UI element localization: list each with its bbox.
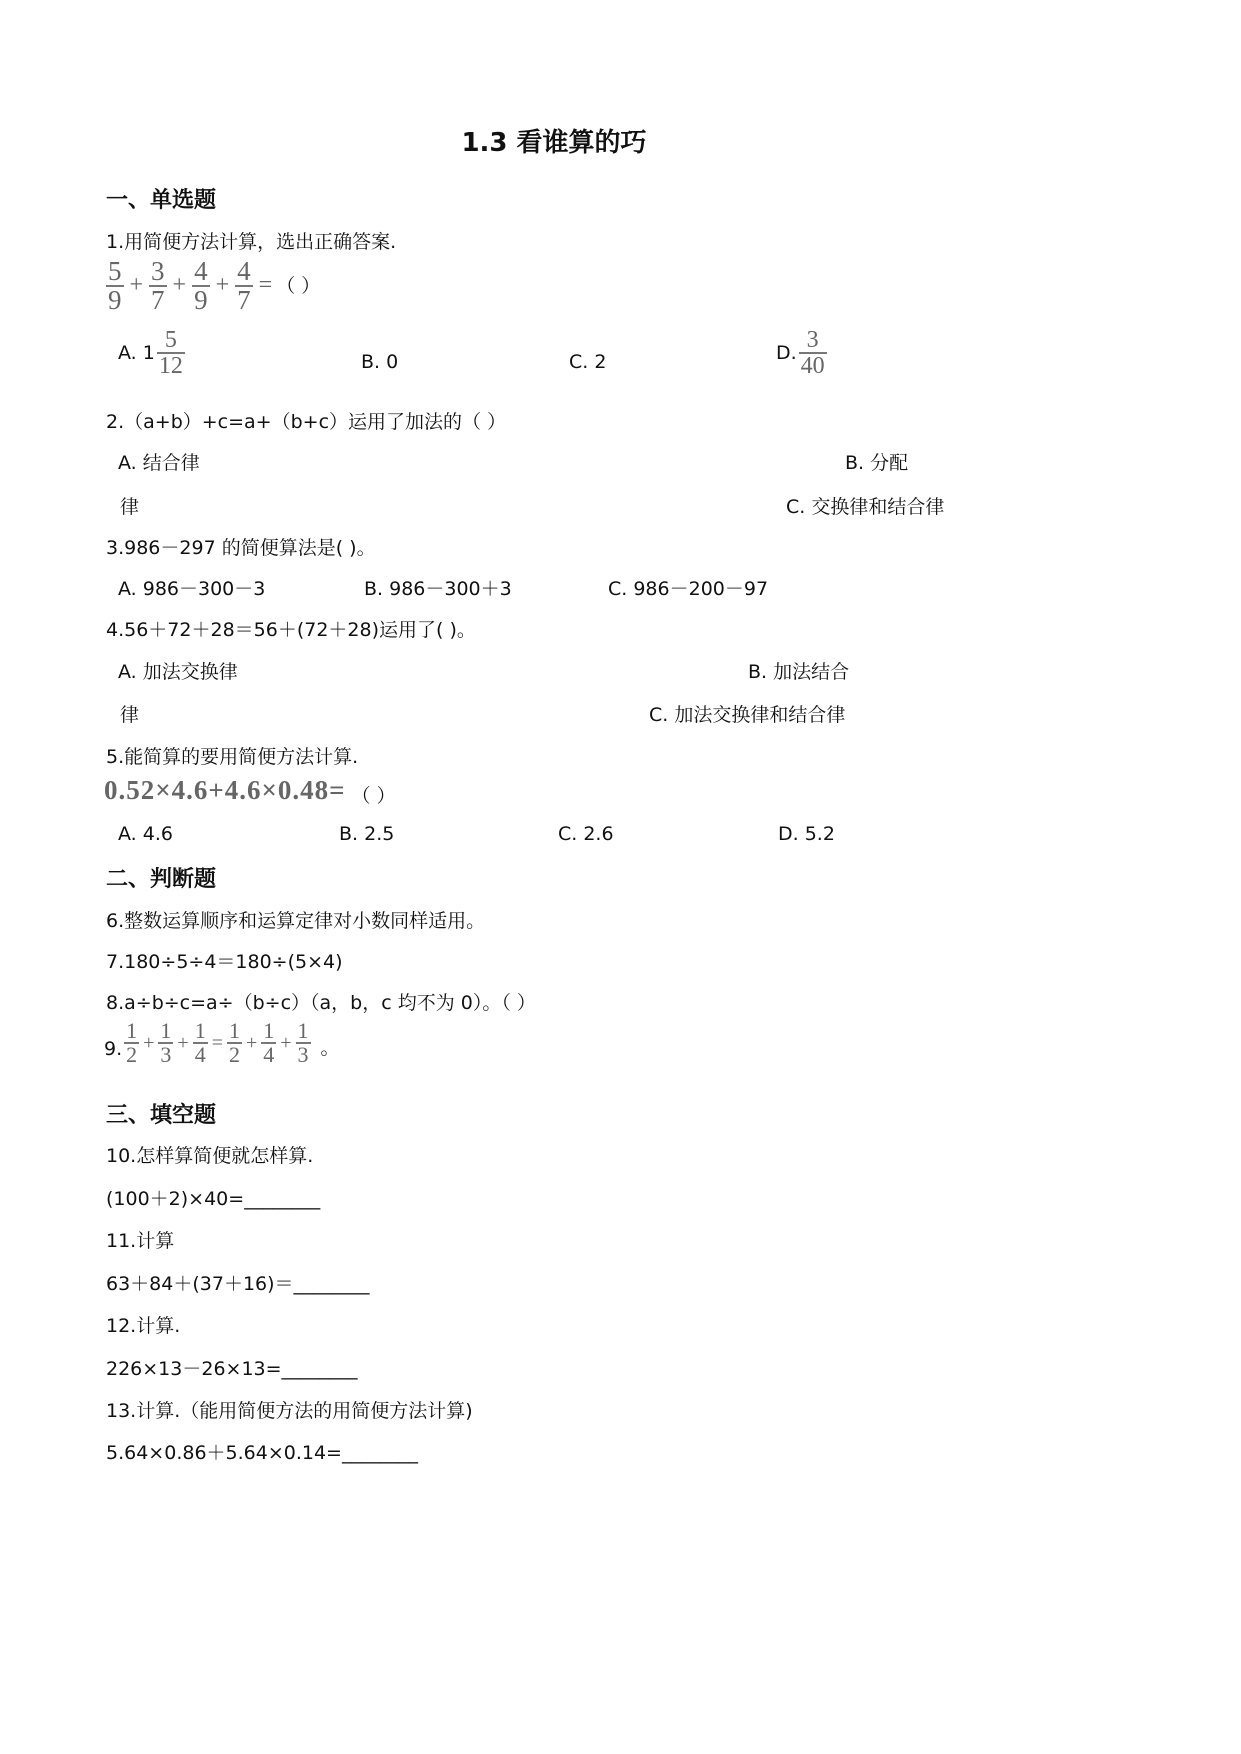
fraction-denominator: 7 [151, 285, 165, 315]
option-1b[interactable]: B. 0 [361, 351, 399, 373]
equation-image-text: 0.52×4.6+4.6×0.48= [104, 775, 346, 805]
option-label: A. 1 [118, 342, 155, 364]
fraction-denominator: 3 [297, 1042, 309, 1067]
fraction-denominator: 7 [237, 285, 251, 315]
question-7-text: 7.180÷5÷4＝180÷(5×4) [106, 951, 343, 973]
question-2-text: 2.（a+b）+c=a+（b+c）运用了加法的（ ） [106, 411, 507, 433]
option-5c[interactable]: C. 2.6 [558, 823, 614, 845]
question-9 [104, 1020, 340, 1066]
question-1-text: 1.用简便方法计算，选出正确答案. [106, 231, 397, 253]
fraction-numerator: 5 [108, 256, 122, 286]
option-3a[interactable]: A. 986－300－3 [118, 578, 266, 600]
fraction-numerator: 4 [237, 256, 251, 286]
fraction-numerator: 5 [164, 327, 177, 353]
question-13-expression[interactable]: 5.64×0.86＋5.64×0.14=________ [106, 1442, 418, 1464]
option-1d[interactable] [776, 328, 829, 378]
option-4a[interactable]: A. 加法交换律 [118, 661, 238, 683]
option-2b[interactable]: B. 分配 [845, 452, 909, 474]
plus-sign: + [172, 272, 187, 299]
question-10-text: 10.怎样算简便就怎样算. [106, 1145, 314, 1167]
fraction-numerator: 1 [160, 1018, 172, 1043]
option-5a[interactable]: A. 4.6 [118, 823, 173, 845]
fraction-denominator: 4 [194, 1042, 206, 1067]
equals-sign: = [211, 1031, 223, 1054]
option-2a[interactable]: A. 结合律 [118, 452, 200, 474]
fraction-denominator: 3 [160, 1042, 172, 1067]
fraction-numerator: 1 [194, 1018, 206, 1043]
fraction-denominator: 2 [126, 1042, 138, 1067]
fraction-numerator: 3 [806, 327, 819, 353]
option-5b[interactable]: B. 2.5 [339, 823, 395, 845]
option-2b-continued: 律 [120, 496, 140, 518]
option-4c[interactable]: C. 加法交换律和结合律 [649, 704, 846, 726]
question-11-text: 11.计算 [106, 1230, 175, 1252]
equals-sign: = [258, 272, 273, 299]
question-6-text: 6.整数运算顺序和运算定律对小数同样适用。 [106, 910, 486, 932]
option-4b[interactable]: B. 加法结合 [748, 661, 850, 683]
fraction-denominator: 12 [158, 353, 183, 379]
fraction-numerator: 1 [228, 1018, 240, 1043]
fraction-denominator: 2 [228, 1042, 240, 1067]
question-number: 9. [104, 1038, 123, 1060]
fraction-numerator: 1 [126, 1018, 138, 1043]
question-9-end: 。 [320, 1037, 340, 1059]
fraction-numerator: 1 [263, 1018, 275, 1043]
section-heading-true-false: 二、判断题 [106, 867, 217, 892]
option-1a[interactable] [118, 328, 187, 378]
plus-sign: + [280, 1031, 292, 1054]
plus-sign: + [143, 1031, 155, 1054]
fraction-numerator: 1 [297, 1018, 309, 1043]
answer-parentheses: （ ） [351, 785, 396, 807]
option-2c[interactable]: C. 交换律和结合律 [786, 496, 945, 518]
question-8-text: 8.a÷b÷c=a÷（b÷c）（a，b，c 均不为 0）。（ ） [106, 992, 536, 1014]
option-3b[interactable]: B. 986－300＋3 [364, 578, 512, 600]
question-10-expression[interactable]: (100＋2)×40=________ [106, 1188, 321, 1210]
page-title: 1.3 看谁算的巧 [461, 128, 647, 158]
option-label: D. [776, 342, 797, 364]
question-13-text: 13.计算.（能用简便方法的用简便方法计算) [106, 1400, 473, 1422]
question-5-text: 5.能简算的要用简便方法计算. [106, 746, 359, 768]
option-3c[interactable]: C. 986－200－97 [608, 578, 769, 600]
question-11-expression[interactable]: 63＋84＋(37＋16)＝________ [106, 1273, 370, 1295]
fraction-denominator: 9 [108, 285, 122, 315]
fraction-denominator: 40 [800, 353, 825, 379]
section-heading-single-choice: 一、单选题 [106, 188, 217, 213]
plus-sign: + [177, 1031, 189, 1054]
fraction-numerator: 3 [151, 256, 165, 286]
fraction-denominator: 9 [194, 285, 208, 315]
plus-sign: + [129, 272, 144, 299]
fraction-denominator: 4 [263, 1042, 275, 1067]
option-4b-continued: 律 [120, 704, 140, 726]
plus-sign: + [245, 1031, 258, 1054]
option-5d[interactable]: D. 5.2 [778, 823, 835, 845]
fraction-numerator: 4 [194, 256, 208, 286]
plus-sign: + [215, 272, 230, 299]
question-3-text: 3.986－297 的简便算法是( )。 [106, 537, 376, 559]
question-4-text: 4.56＋72＋28＝56＋(72＋28)运用了( )。 [106, 619, 476, 641]
question-5-equation [104, 773, 396, 808]
option-1c[interactable]: C. 2 [569, 351, 607, 373]
answer-parentheses: （ ） [276, 275, 321, 298]
question-12-text: 12.计算. [106, 1315, 181, 1337]
question-9-equation [122, 1020, 312, 1066]
question-12-expression[interactable]: 226×13－26×13=________ [106, 1358, 358, 1380]
section-heading-fill-blank: 三、填空题 [106, 1103, 217, 1128]
question-1-equation [104, 258, 320, 314]
